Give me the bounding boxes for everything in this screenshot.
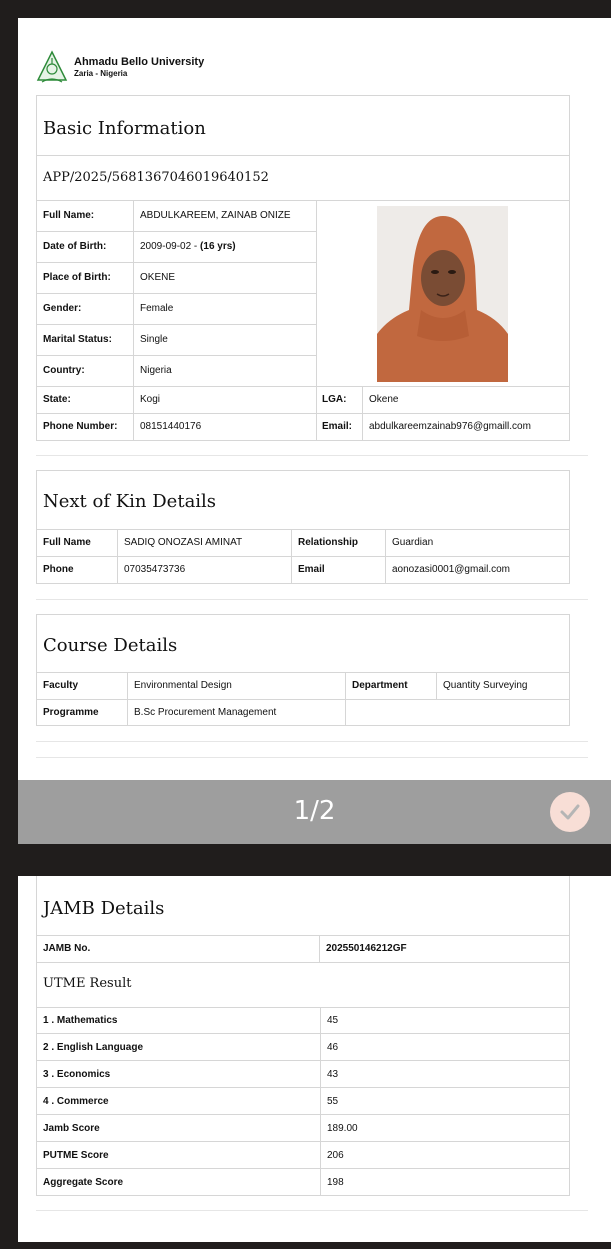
phone-value: 08151440176: [140, 421, 202, 432]
document-page-2: [18, 876, 611, 1242]
kin-relationship-label: Relationship: [298, 537, 359, 548]
marital-value: Single: [140, 334, 168, 345]
email-label: Email:: [322, 421, 353, 432]
pob-label: Place of Birth:: [43, 272, 111, 283]
utme-row: [37, 1007, 569, 1034]
kin-email-label: Email: [298, 564, 325, 575]
lga-value: Okene: [369, 394, 399, 405]
utme-row-value: 45: [320, 1007, 569, 1033]
jamb-details-title: JAMB Details: [43, 898, 165, 919]
utme-row-value: 46: [320, 1034, 569, 1060]
full-name-value: ABDULKAREEM, ZAINAB ONIZE: [140, 210, 291, 221]
kin-full-name-label: Full Name: [43, 537, 91, 548]
department-value: Quantity Surveying: [443, 680, 528, 691]
programme-label: Programme: [43, 706, 99, 718]
faculty-label: Faculty: [43, 680, 79, 691]
utme-row-label: 4 . Commerce: [43, 1095, 109, 1107]
dob-value: [134, 231, 316, 262]
page-number: 1/2: [293, 796, 336, 826]
utme-row: [37, 1061, 569, 1088]
pob-value: OKENE: [140, 272, 176, 283]
phone-label: Phone Number:: [43, 421, 118, 432]
state-value: Kogi: [140, 394, 161, 405]
lga-label: LGA:: [322, 394, 347, 405]
country-label: Country:: [43, 365, 85, 376]
gender-value: Female: [140, 303, 174, 314]
utme-row: [37, 1142, 569, 1169]
utme-row-label: Jamb Score: [43, 1122, 100, 1134]
gender-label: Gender:: [43, 303, 82, 314]
next-of-kin-section: [36, 470, 570, 584]
utme-row-label: 2 . English Language: [43, 1041, 144, 1053]
utme-row: [37, 1034, 569, 1061]
checkmark-icon: [558, 800, 582, 824]
kin-full-name-value: SADIQ ONOZASI AMINAT: [124, 537, 243, 548]
utme-row-label: PUTME Score: [43, 1149, 109, 1161]
email-value: abdulkareemzainab976@gmaill.com: [369, 421, 531, 432]
application-number: APP/2025/5681367046019640152: [43, 170, 269, 185]
university-city: Zaria - Nigeria: [74, 68, 128, 78]
utme-row: [37, 1169, 569, 1196]
kin-phone-label: Phone: [43, 564, 74, 575]
state-label: State:: [43, 394, 71, 405]
course-details-title: Course Details: [43, 635, 178, 656]
course-details-section: [36, 614, 570, 726]
jamb-no-value: 202550146212GF: [326, 943, 407, 954]
jamb-details-section: [36, 876, 570, 1196]
kin-relationship-value: Guardian: [392, 537, 434, 548]
utme-row-label: 1 . Mathematics: [43, 1014, 118, 1026]
document-page-1: [18, 18, 611, 844]
dob-date: 2009-09-02 -: [140, 241, 201, 252]
utme-row-value: 198: [320, 1169, 569, 1195]
university-header: [36, 50, 204, 84]
full-name-label: Full Name:: [43, 210, 95, 221]
passport-photo: [377, 206, 508, 382]
utme-row-label: Aggregate Score: [43, 1176, 124, 1188]
kin-phone-value: 07035473736: [124, 564, 186, 575]
utme-row-label: 3 . Economics: [43, 1068, 111, 1080]
programme-value: B.Sc Procurement Management: [134, 706, 277, 718]
utme-row-value: 43: [320, 1061, 569, 1087]
dob-label: Date of Birth:: [43, 241, 107, 252]
university-name: Ahmadu Bello University: [74, 56, 205, 69]
department-label: Department: [352, 680, 408, 691]
utme-row: [37, 1115, 569, 1142]
utme-row-value: 206: [320, 1142, 569, 1168]
confirm-button[interactable]: [550, 792, 590, 832]
page-indicator-bar: [18, 780, 611, 844]
next-of-kin-title: Next of Kin Details: [43, 491, 217, 512]
dob-age: (16 yrs): [200, 241, 236, 252]
marital-label: Marital Status:: [43, 334, 112, 345]
basic-information-title: Basic Information: [43, 118, 206, 139]
university-logo-icon: [36, 50, 68, 84]
utme-row-value: 55: [320, 1088, 569, 1114]
country-value: Nigeria: [140, 365, 172, 376]
utme-result-title: UTME Result: [43, 976, 132, 991]
faculty-value: Environmental Design: [134, 680, 232, 691]
kin-email-value: aonozasi0001@gmail.com: [392, 564, 510, 575]
utme-row: [37, 1088, 569, 1115]
jamb-no-label: JAMB No.: [43, 943, 91, 954]
basic-information-section: [36, 95, 570, 441]
utme-row-value: 189.00: [320, 1115, 569, 1141]
